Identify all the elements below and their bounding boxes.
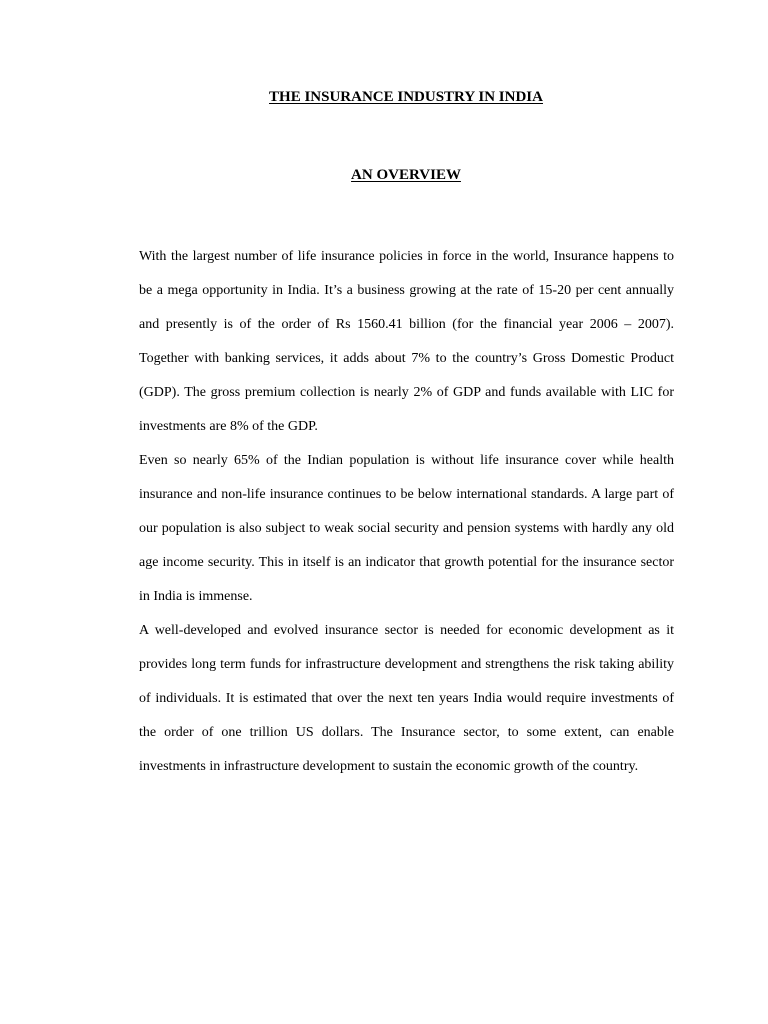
document-body <box>139 240 674 784</box>
paragraph-3: A well-developed and evolved insurance sector is needed for economic development as it provides long term funds for infrastructure development and strengthens the risk taking ability of individuals. It is estimated that over the next ten years India would require investments of the order of one trillion US dollars. The Insurance sector, to some extent, can enable investments in infrastructure development to sustain the economic growth of the country. <box>139 623 674 774</box>
document-title: THE INSURANCE INDUSTRY IN INDIA <box>269 89 543 105</box>
paragraph-1: With the largest number of life insurance policies in force in the world, Insurance happens to be a mega opportunity in India. It’s a business growing at the rate of 15-20 per cent annually and presently is of the order of Rs 1560.41 billion (for the financial year 2006 – 2007). Together with banking services, it adds about 7% to the country’s Gross Domestic Product (GDP). The gross premium collection is nearly 2% of GDP and funds available with LIC for investments are 8% of the GDP. <box>139 249 674 434</box>
document-subtitle: AN OVERVIEW <box>351 167 461 183</box>
paragraph-2: Even so nearly 65% of the Indian population is without life insurance cover while health insurance and non-life insurance continues to be below international standards. A large part of our population is also subject to weak social security and pension systems with hardly any old age income security. This in itself is an indicator that growth potential for the insurance sector in India is immense. <box>139 453 674 604</box>
